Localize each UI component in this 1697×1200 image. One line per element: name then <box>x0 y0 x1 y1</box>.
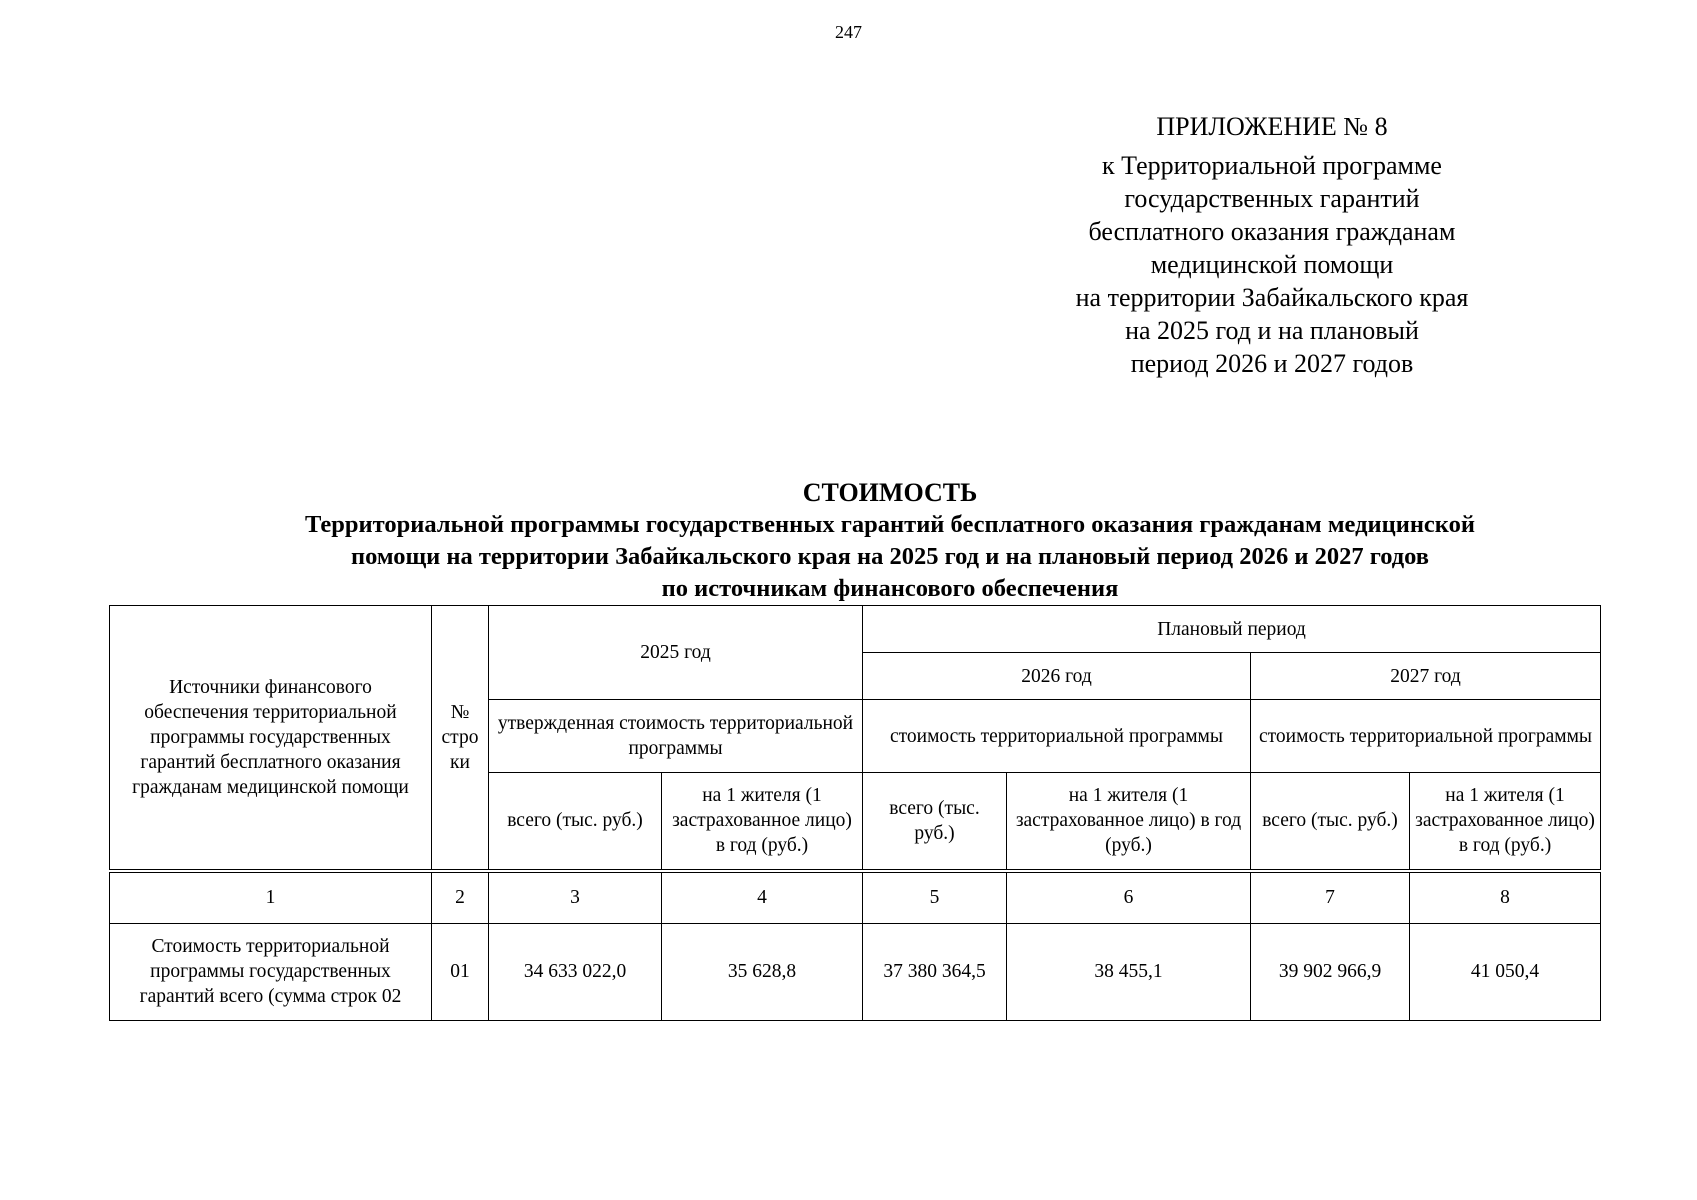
document-title-line: помощи на территории Забайкальского края на 2025 год и на плановый период 2026 и 2027 годов <box>350 543 1430 570</box>
column-number: 7 <box>1251 871 1410 924</box>
row-source <box>110 923 432 1020</box>
cost-table <box>109 605 1601 1021</box>
page-number: 247 <box>835 22 862 42</box>
appendix-line: государственных гарантий <box>1124 184 1420 213</box>
cell-per-capita-2026: 38 455,1 <box>1007 923 1251 1020</box>
header-per-capita-2027: на 1 жителя (1 застрахованное лицо) в год (руб.) <box>1410 773 1601 871</box>
header-year-2026: 2026 год <box>863 653 1251 700</box>
header-per-capita-2025: на 1 жителя (1 застрахованное лицо) в год (руб.) <box>662 773 863 871</box>
header-approved-cost: утвержденная стоимость территориальной программы <box>489 700 863 773</box>
document-title-heading: СТОИМОСТЬ <box>802 478 978 507</box>
header-planned-period: Плановый период <box>863 606 1601 653</box>
appendix-block <box>1062 110 1482 380</box>
document-title <box>110 477 1670 605</box>
column-number: 6 <box>1007 871 1251 924</box>
cell-total-2026: 37 380 364,5 <box>863 923 1007 1020</box>
column-number: 1 <box>110 871 432 924</box>
appendix-line: к Территориальной программе <box>1102 151 1442 180</box>
header-year-2027: 2027 год <box>1251 653 1601 700</box>
cell-per-capita-2027: 41 050,4 <box>1410 923 1601 1020</box>
appendix-line: бесплатного оказания гражданам <box>1088 217 1456 246</box>
cell-total-2027: 39 902 966,9 <box>1251 923 1410 1020</box>
header-per-capita-2026: на 1 жителя (1 застрахованное лицо) в год (руб.) <box>1007 773 1251 871</box>
column-number: 3 <box>489 871 662 924</box>
appendix-line: период 2026 и 2027 годов <box>1130 349 1414 378</box>
header-program-cost-2026: стоимость территориальной программы <box>863 700 1251 773</box>
header-year-2025: 2025 год <box>489 606 863 700</box>
header-row-number: № стро ки <box>432 606 489 871</box>
header-program-cost-2027: стоимость территориальной программы <box>1251 700 1601 773</box>
table-row <box>110 923 1601 1020</box>
header-total-2027: всего (тыс. руб.) <box>1251 773 1410 871</box>
cell-total-2025: 34 633 022,0 <box>489 923 662 1020</box>
header-sources: Источники финансового обеспечения территориальной программы государственных гарантий бесплатного оказания гражданам медицинской помощи <box>110 606 432 871</box>
column-number: 5 <box>863 871 1007 924</box>
appendix-line: медицинской помощи <box>1150 250 1394 279</box>
row-number: 01 <box>432 923 489 1020</box>
document-title-line: по источникам финансового обеспечения <box>661 575 1119 602</box>
row-source-text: Стоимость территориальной программы государственных гарантий всего (сумма строк 02 <box>139 936 402 1007</box>
column-number-row <box>110 871 1601 924</box>
appendix-title: ПРИЛОЖЕНИЕ № 8 <box>1156 112 1388 141</box>
appendix-line: на территории Забайкальского края <box>1075 283 1469 312</box>
document-title-line: Территориальной программы государственных гарантий бесплатного оказания гражданам медицинской <box>305 511 1475 538</box>
header-total-2025: всего (тыс. руб.) <box>489 773 662 871</box>
header-total-2026: всего (тыс. руб.) <box>863 773 1007 871</box>
column-number: 8 <box>1410 871 1601 924</box>
appendix-line: на 2025 год и на плановый <box>1125 316 1419 345</box>
cell-per-capita-2025: 35 628,8 <box>662 923 863 1020</box>
column-number: 4 <box>662 871 863 924</box>
column-number: 2 <box>432 871 489 924</box>
